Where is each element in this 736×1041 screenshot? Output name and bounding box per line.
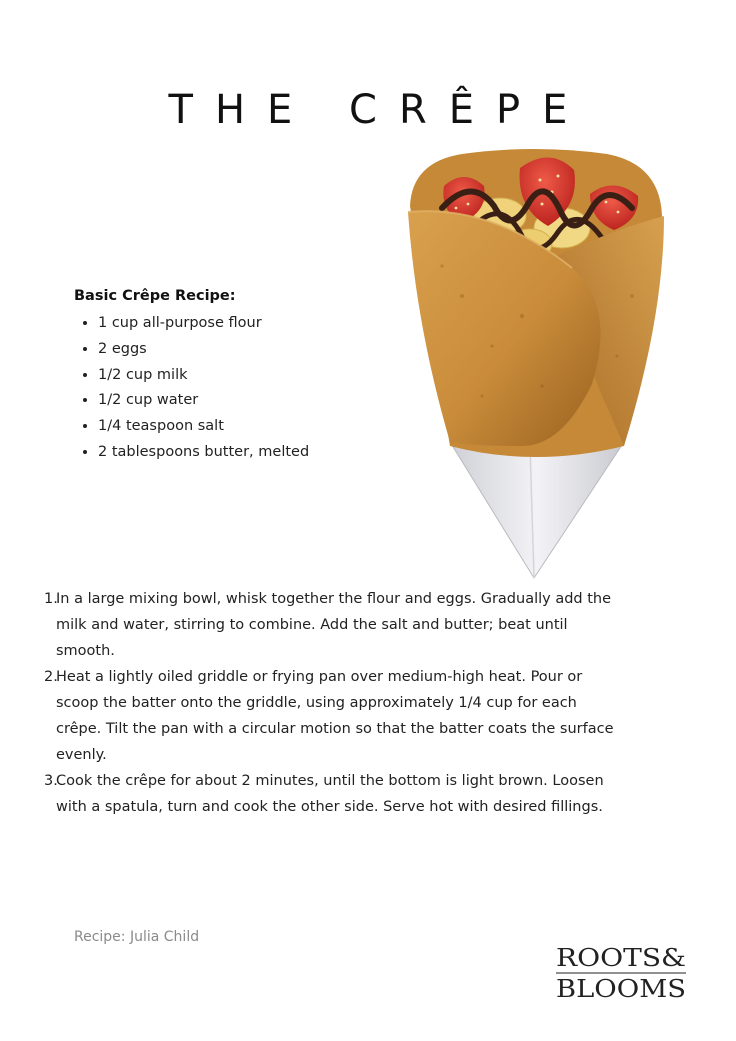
- step-number: 2.: [44, 669, 58, 685]
- recipe-credit: Recipe: Julia Child: [74, 929, 200, 945]
- ingredients-list: [74, 311, 374, 466]
- instruction-step: [40, 664, 620, 768]
- list-item: • 1 cup all-purpose flour: [98, 311, 374, 337]
- page-title: THE CRÊPE: [168, 87, 590, 133]
- list-item: • 1/4 teaspoon salt: [98, 414, 374, 440]
- step-text: Cook the crêpe for about 2 minutes, until the bottom is light brown. Loosen with a spatula, turn and cook the other side. Serve hot with desired fillings.: [56, 773, 604, 815]
- logo-line-2: BLOOMS: [556, 975, 686, 1003]
- list-item: • 1/2 cup water: [98, 388, 374, 414]
- step-number: 1.: [44, 591, 58, 607]
- logo-line-1: ROOTS&: [556, 944, 686, 972]
- step-number: 3.: [44, 773, 58, 789]
- instruction-step: [40, 768, 620, 820]
- list-item: • 1/2 cup milk: [98, 363, 374, 389]
- brand-logo: [540, 942, 702, 1004]
- ingredients-section: [74, 287, 374, 466]
- step-text: In a large mixing bowl, whisk together the flour and eggs. Gradually add the milk and water, stirring to combine. Add the salt and butter; beat until smooth.: [56, 591, 612, 659]
- instructions-list: [40, 586, 620, 820]
- step-text: Heat a lightly oiled griddle or frying pan over medium-high heat. Pour or scoop the batter onto the griddle, using approximately 1/4 cup for each crêpe. Tilt the pan with a circular motion so that the batter coats the surface evenly.: [56, 669, 614, 763]
- list-item: • 2 tablespoons butter, melted: [98, 440, 374, 466]
- ingredients-heading: Basic Crêpe Recipe:: [74, 288, 236, 304]
- list-item: • 2 eggs: [98, 337, 374, 363]
- instruction-step: [40, 586, 620, 664]
- crepe-cone-illustration: [402, 146, 668, 586]
